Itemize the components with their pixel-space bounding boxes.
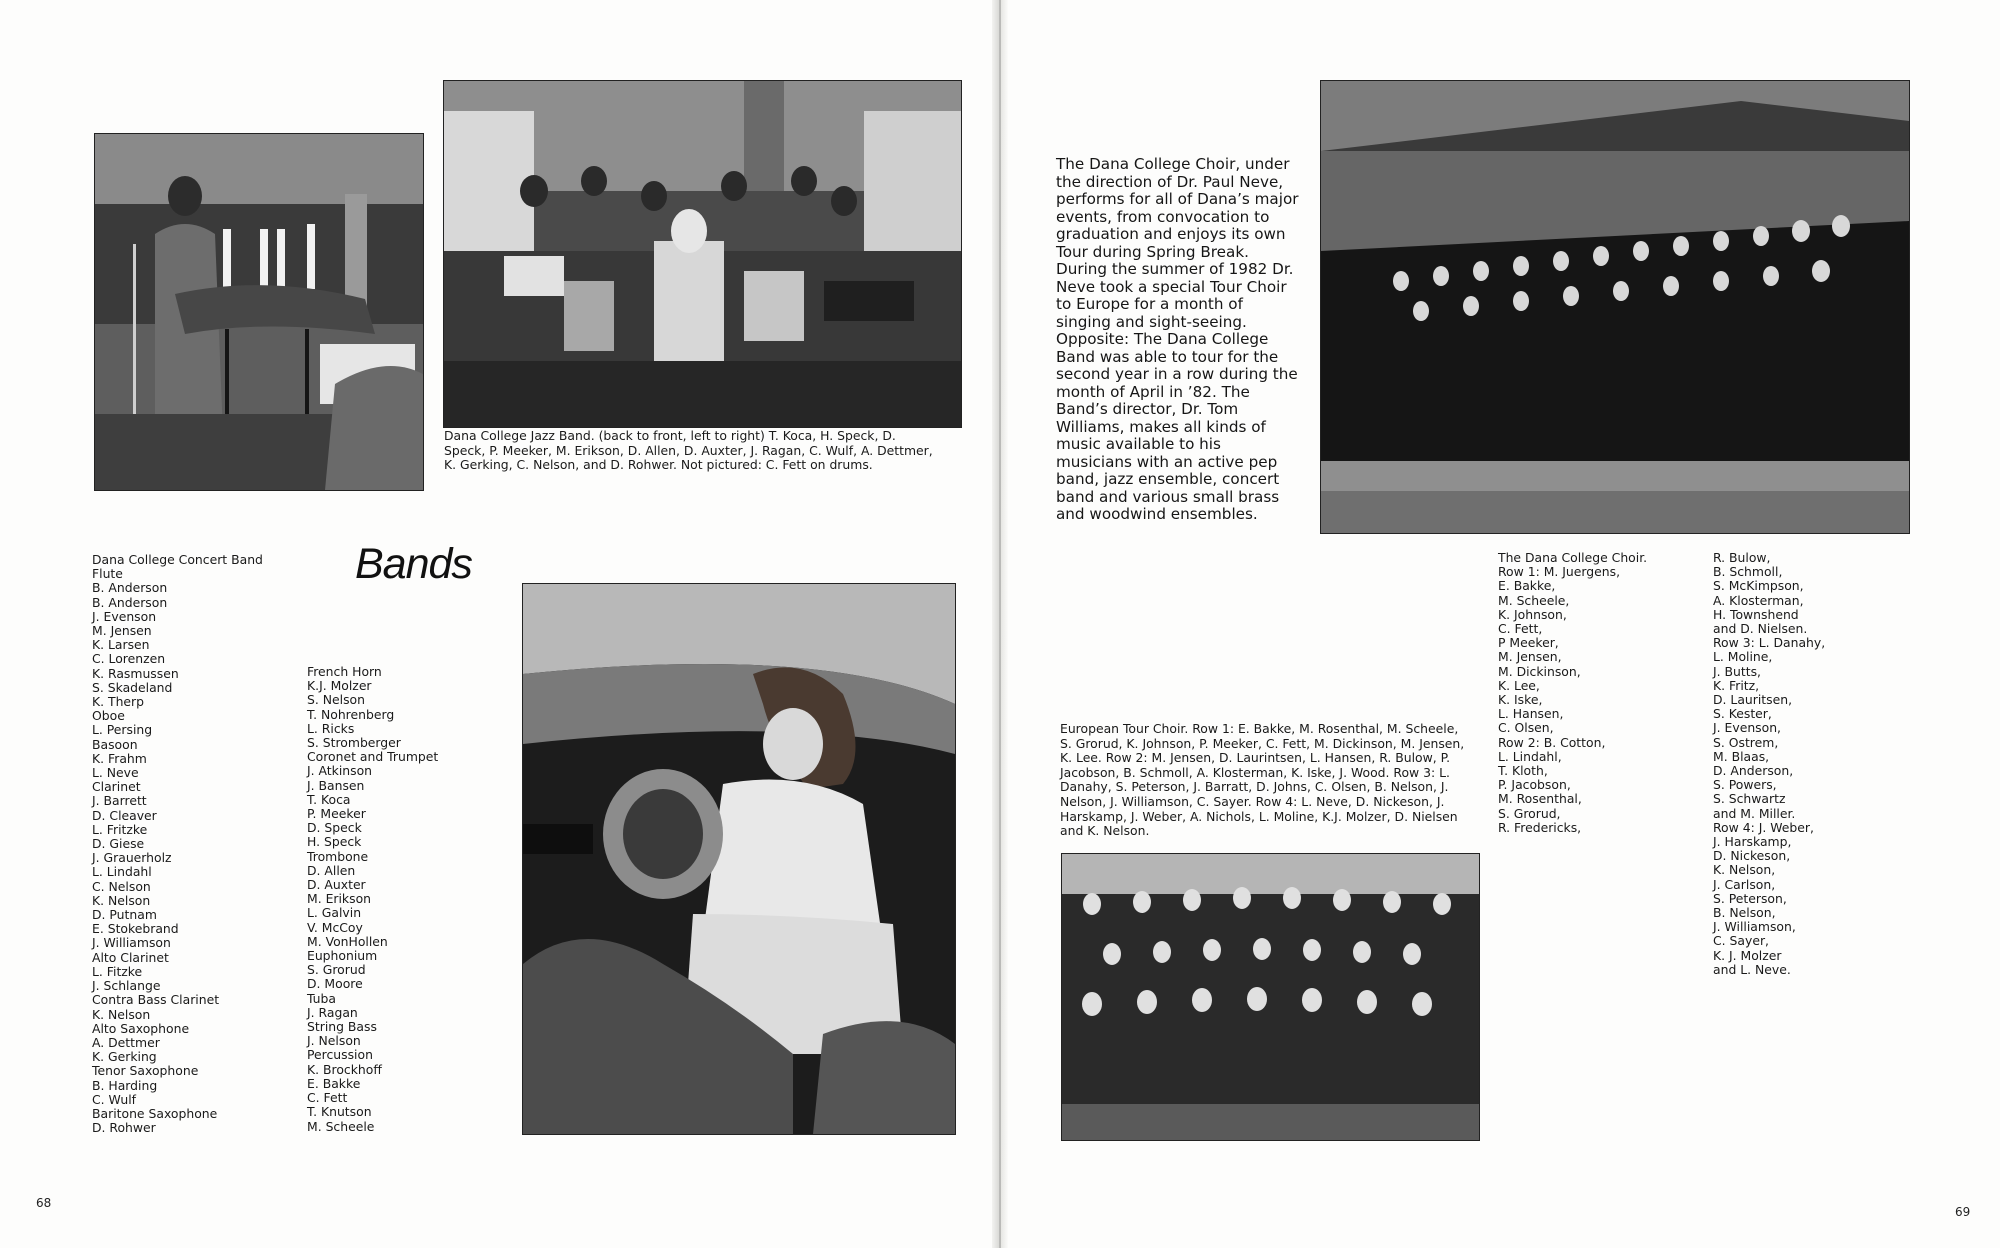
roster-line: D. Moore — [307, 976, 363, 992]
roster-line: S. Ostrem, — [1713, 734, 1779, 750]
roster-line: S. Peterson, — [1713, 890, 1787, 906]
roster-line: The Dana College Choir. — [1498, 550, 1648, 565]
jazz-band-photo — [443, 80, 962, 428]
roster-line: Basoon — [92, 736, 138, 752]
roster-line: K. Therp — [92, 694, 145, 710]
roster-line: String Bass — [307, 1019, 377, 1035]
roster-line: J. Schlange — [92, 978, 161, 994]
roster-line: Percussion — [307, 1047, 373, 1063]
roster-line: B. Schmoll, — [1713, 564, 1783, 580]
right-page-number: 69 — [1955, 1205, 1971, 1219]
roster-line: K. Lee, — [1498, 677, 1540, 693]
roster-line: D. Rohwer — [92, 1120, 156, 1136]
roster-line: K.J. Molzer — [307, 678, 372, 694]
roster-line: R. Bulow, — [1713, 550, 1771, 565]
roster-line: V. McCoy — [307, 919, 363, 935]
roster-line: Row 2: B. Cotton, — [1498, 734, 1606, 750]
roster-line: S. Kester, — [1713, 706, 1772, 722]
roster-line: D. Cleaver — [92, 807, 157, 823]
european-tour-caption: European Tour Choir. Row 1: E. Bakke, M. Rosenthal, M. Scheele, S. Grorud, K. Johnson, P. Meeker, C. Fett, M. Dickinson, M. Jensen, K. Lee. Row 2: M. Jensen, D. Laurintsen, L. Hansen, R. Bulow, P. Jacobson, B. Schmoll, A. Klosterman, K. Iske, J. Wood. Row 3: L. Danahy, S. Peterson, J. Barratt, D. Johns, C. Olsen, B. Nelson, J. Nelson, J. Williamson, C. Sayer. Row 4: L. Neve, D. Nickeson, J. Harskamp, J. Weber, A. Nichols, L. Moline, K.J. Molzer, D. Nielsen and K. Nelson. — [1060, 721, 1465, 839]
roster-line: D. Anderson, — [1713, 763, 1794, 779]
roster-line: L. Lindahl — [92, 864, 152, 880]
roster-line: K. Johnson, — [1498, 606, 1567, 622]
roster-line: J. Grauerholz — [92, 850, 172, 866]
roster-line: S. Powers, — [1713, 777, 1777, 793]
roster-line: A. Klosterman, — [1713, 592, 1804, 608]
roster-line: C. Fett, — [1498, 621, 1543, 637]
roster-line: L. Ricks — [307, 720, 355, 736]
roster-line: R. Fredericks, — [1498, 819, 1582, 835]
roster-line: T. Kloth, — [1498, 763, 1548, 779]
roster-line: D. Nickeson, — [1713, 848, 1791, 864]
roster-line: S. Nelson — [307, 692, 365, 708]
roster-line: L. Galvin — [307, 905, 362, 921]
roster-line: L. Persing — [92, 722, 153, 738]
roster-line: T. Nohrenberg — [307, 706, 395, 722]
roster-line: J. Ragan — [307, 1004, 358, 1020]
roster-line: Alto Clarinet — [92, 949, 169, 965]
left-page-number: 68 — [36, 1196, 52, 1210]
roster-line: A. Dettmer — [92, 1034, 160, 1050]
choir-photo — [1320, 80, 1910, 534]
conductor-photo — [94, 133, 424, 491]
roster-line: Tuba — [307, 990, 336, 1006]
roster-line: J. Williamson — [92, 935, 171, 951]
roster-line: P. Jacobson, — [1498, 777, 1571, 793]
roster-line: J. Nelson — [307, 1033, 361, 1049]
roster-line: French Horn — [307, 664, 382, 679]
roster-line: J. Butts, — [1713, 663, 1761, 679]
concert-band-column-1 — [92, 553, 263, 1135]
roster-line: Alto Saxophone — [92, 1020, 190, 1036]
roster-line: J. Williamson, — [1713, 919, 1796, 935]
roster-line: K. Frahm — [92, 750, 147, 766]
roster-line: J. Atkinson — [307, 763, 373, 779]
roster-line: Flute — [92, 566, 123, 582]
roster-line: E. Bakke — [307, 1075, 361, 1091]
roster-line: K. Nelson, — [1713, 862, 1776, 878]
roster-line: J. Harskamp, — [1713, 834, 1792, 850]
roster-line: K. Fritz, — [1713, 677, 1760, 693]
roster-line: and D. Nielsen. — [1713, 621, 1808, 637]
roster-line: J. Evenson, — [1713, 720, 1781, 736]
roster-line: L. Neve — [92, 765, 139, 781]
roster-line: P. Meeker — [307, 806, 366, 822]
roster-line: B. Harding — [92, 1077, 158, 1093]
roster-line: M. Jensen — [92, 623, 152, 639]
roster-line: D. Giese — [92, 836, 145, 852]
french-horn-photo — [522, 583, 956, 1135]
roster-line: C. Olsen, — [1498, 720, 1554, 736]
roster-line: C. Lorenzen — [92, 651, 166, 667]
roster-line: K. Nelson — [92, 1006, 151, 1022]
roster-line: L. Fitzke — [92, 963, 143, 979]
roster-line: D. Putnam — [92, 907, 157, 923]
roster-line: C. Wulf — [92, 1091, 136, 1107]
roster-line: M. Scheele, — [1498, 592, 1570, 608]
roster-line: J. Carlson, — [1713, 876, 1776, 892]
roster-line: Coronet and Trumpet — [307, 749, 439, 765]
roster-line: M. Jensen, — [1498, 649, 1562, 665]
roster-line: C. Fett — [307, 1090, 348, 1106]
roster-line: M. VonHollen — [307, 933, 388, 949]
roster-line: S. Grorud — [307, 962, 366, 978]
roster-line: B. Nelson, — [1713, 905, 1776, 921]
roster-line: D. Allen — [307, 862, 356, 878]
book-gutter — [992, 0, 1008, 1248]
roster-line: S. Stromberger — [307, 735, 401, 751]
roster-line: and L. Neve. — [1713, 961, 1791, 977]
roster-line: K. Rasmussen — [92, 665, 179, 681]
roster-line: Row 4: J. Weber, — [1713, 819, 1814, 835]
roster-line: D. Lauritsen, — [1713, 692, 1793, 708]
roster-line: D. Auxter — [307, 877, 366, 893]
roster-line: P Meeker, — [1498, 635, 1559, 651]
roster-line: E. Stokebrand — [92, 921, 179, 937]
roster-line: Trombone — [307, 848, 369, 864]
roster-line: L. Fritzke — [92, 821, 148, 837]
roster-line: M. Blaas, — [1713, 748, 1770, 764]
roster-line: B. Anderson — [92, 580, 168, 596]
roster-line: Oboe — [92, 708, 125, 724]
roster-line: Row 3: L. Danahy, — [1713, 635, 1826, 651]
roster-line: K. Iske, — [1498, 692, 1543, 708]
roster-line: C. Nelson — [92, 878, 151, 894]
section-title: Bands — [355, 540, 472, 588]
roster-line: L. Lindahl, — [1498, 748, 1562, 764]
roster-line: J. Barrett — [92, 793, 147, 809]
roster-line: Row 1: M. Juergens, — [1498, 564, 1621, 580]
choir-roster-column-2 — [1713, 551, 1825, 977]
european-tour-choir-photo — [1061, 853, 1480, 1141]
roster-line: M. Erikson — [307, 891, 371, 907]
roster-line: K. Nelson — [92, 892, 151, 908]
roster-line: E. Bakke, — [1498, 578, 1556, 594]
roster-line: J. Evenson — [92, 608, 157, 624]
roster-line: B. Anderson — [92, 594, 168, 610]
choir-roster-column-1 — [1498, 551, 1647, 835]
roster-line: K. Larsen — [92, 637, 150, 653]
roster-line: H. Speck — [307, 834, 362, 850]
jazz-band-caption: Dana College Jazz Band. (back to front, left to right) T. Koca, H. Speck, D. Speck, P. Meeker, M. Erikson, D. Allen, D. Auxter, J. Ragan, C. Wulf, A. Dettmer, K. Gerking, C. Nelson, and D. Rohwer. Not pictured: C. Fett on drums. — [444, 428, 933, 473]
roster-line: Contra Bass Clarinet — [92, 992, 220, 1008]
roster-line: Baritone Saxophone — [92, 1105, 218, 1121]
roster-line: M. Scheele — [307, 1118, 375, 1134]
roster-line: H. Townshend — [1713, 606, 1799, 622]
roster-line: J. Bansen — [307, 777, 365, 793]
roster-line: S. McKimpson, — [1713, 578, 1804, 594]
roster-line: K. J. Molzer — [1713, 947, 1782, 963]
roster-line: L. Hansen, — [1498, 706, 1564, 722]
roster-line: D. Speck — [307, 820, 362, 836]
concert-band-column-2 — [307, 665, 438, 1134]
roster-line: K. Gerking — [92, 1049, 157, 1065]
roster-line: C. Sayer, — [1713, 933, 1769, 949]
roster-line: S. Grorud, — [1498, 805, 1561, 821]
roster-line: and M. Miller. — [1713, 805, 1796, 821]
roster-line: K. Brockhoff — [307, 1061, 382, 1077]
roster-line: T. Koca — [307, 791, 351, 807]
roster-line: M. Rosenthal, — [1498, 791, 1582, 807]
roster-line: S. Schwartz — [1713, 791, 1786, 807]
roster-line: T. Knutson — [307, 1104, 372, 1120]
choir-body-text: The Dana College Choir, under the direction of Dr. Paul Neve, performs for all of Dana’s major events, from convocation to graduation and enjoys its own Tour during Spring Break. During the summer of 1982 Dr. Neve took a special Tour Choir to Europe for a month of singing and sight-seeing. Opposite: The Dana College Band was able to tour for the second year in a row during the month of April in ’82. The Band’s director, Dr. Tom Williams, makes all kinds of music available to his musicians with an active pep band, jazz ensemble, concert band and various small brass and woodwind ensembles. — [1056, 155, 1299, 523]
roster-line: L. Moline, — [1713, 649, 1773, 665]
roster-line: Tenor Saxophone — [92, 1063, 199, 1079]
roster-line: Dana College Concert Band — [92, 552, 263, 567]
roster-line: S. Skadeland — [92, 679, 173, 695]
roster-line: M. Dickinson, — [1498, 663, 1581, 679]
roster-line: Clarinet — [92, 779, 141, 795]
roster-line: Euphonium — [307, 948, 378, 964]
